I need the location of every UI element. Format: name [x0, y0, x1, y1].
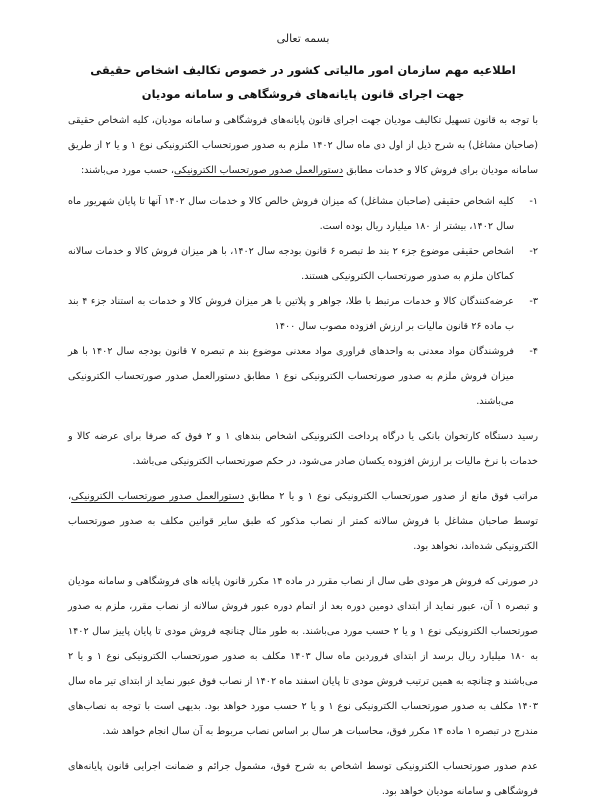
- list-item-number: ۴-: [529, 346, 538, 357]
- obstacle-text-end: ، توسط صاحبان مشاغل با فروش سالانه کمتر از نصاب مذکور که طبق سایر قوانین مکلف به صدور صورتحساب الکترونیکی شده‌اند، نخواهد بود.: [68, 491, 538, 552]
- list-item-number: ۱-: [529, 196, 538, 207]
- list-item-text: فروشندگان مواد معدنی به واحدهای فراوری مواد معدنی موضوع بند م تبصره ۷ قانون بودجه سال ۱۴۰۲ با هر میزان فروش ملزم به صدور صورتحساب الکترونیکی نوع ۱ مطابق دستورالعمل صدور صورتحساب الکترونیکی می‌باشند.: [68, 346, 514, 407]
- title-line-1: اطلاعیه مهم سازمان امور مالیاتی کشور در خصوص تکالیف اشخاص حقیقی: [90, 63, 516, 77]
- list-item-number: ۳-: [529, 296, 538, 307]
- threshold-paragraph: در صورتی که فروش هر مودی طی سال از نصاب مقرر در ماده ۱۴ مکرر قانون پایانه های فروشگاهی و سامانه مودیان و تبصره ۱ آن، عبور نماید از ابتدای دومین دوره بعد از اتمام دوره عبور فروش سالانه از نصاب مقرر، ملزم به صدور صورتحساب الکترونیکی نوع ۱ و یا ۲ حسب مورد می‌باشند. به طور مثال چنانچه فروش مودی تا پایان پاییز سال ۱۴۰۲ به ۱۸۰ میلیارد ریال برسد از ابتدای فروردین ماه سال ۱۴۰۳ مکلف به صدور صورتحساب الکترونیکی نوع ۱ و یا ۲ می‌باشند و چنانچه به همین ترتیب فروش مودی تا پایان اسفند ماه ۱۴۰۲ از نصاب فوق عبور نماید از ابتدای تیر ماه سال ۱۴۰۳ مکلف به صدور صورتحساب الکترونیکی نوع ۱ و یا ۲ حسب مورد خواهد بود. بدیهی است با توجه به نصاب‌های مندرج در تبصره ۱ ماده ۱۴ مکرر فوق، محاسبات هر سال بر اساس نصاب مربوط به آن سال انجام خواهد شد.: [68, 576, 539, 737]
- basmala-heading: بسمه تعالی: [276, 32, 330, 45]
- penalty-paragraph: عدم صدور صورتحساب الکترونیکی توسط اشخاص به شرح فوق، مشمول جرائم و ضمانت اجرایی قانون پایانه‌های فروشگاهی و سامانه مودیان خواهد بود.: [68, 761, 538, 797]
- title-line-2: جهت اجرای قانون پایانه‌های فروشگاهی و سامانه مودیان: [141, 87, 465, 101]
- pos-receipt-paragraph: رسید دستگاه کارتخوان بانکی یا درگاه پرداخت الکترونیکی اشخاص بندهای ۱ و ۲ فوق که صرفا برای عرضه کالا و خدمات با نرخ مالیات بر ارزش افزوده یکسان صادر می‌شود، در حکم صورتحساب الکترونیکی می‌باشد.: [68, 431, 538, 467]
- intro-paragraph: [68, 108, 538, 183]
- list-item-number: ۲-: [529, 246, 538, 257]
- guideline-reference-link: دستورالعمل صدور صورتحساب الکترونیکی: [71, 491, 244, 502]
- list-item: [68, 189, 538, 239]
- obstacle-paragraph: [68, 484, 538, 559]
- list-item: [68, 239, 538, 289]
- obligated-persons-list: [68, 189, 538, 414]
- intro-text-end: ، حسب مورد می‌باشند:: [80, 165, 175, 176]
- document-title: [68, 58, 538, 106]
- guideline-reference-link: دستورالعمل صدور صورتحساب الکترونیکی: [174, 165, 344, 176]
- list-item: [68, 289, 538, 339]
- list-item-text: عرضه‌کنندگان کالا و خدمات مرتبط با طلا، جواهر و پلاتین با هر میزان فروش کالا و خدمات به استناد جزء ۴ بند ب ماده ۲۶ قانون مالیات بر ارزش افزوده مصوب سال ۱۴۰۰: [68, 296, 514, 332]
- list-item-text: اشخاص حقیقی موضوع جزء ۲ بند ط تبصره ۶ قانون بودجه سال ۱۴۰۲، با هر میزان فروش کالا و خدمات سالانه کماکان ملزم به صدور صورتحساب الکترونیکی هستند.: [68, 246, 514, 282]
- obstacle-text-start: مراتب فوق مانع از صدور صورتحساب الکترونیکی نوع ۱ و یا ۲ مطابق: [244, 491, 539, 502]
- intro-text-start: با توجه به قانون تسهیل تکالیف مودیان جهت اجرای قانون پایانه‌های فروشگاهی و سامانه مودیان، کلیه اشخاص حقیقی (صاحبان مشاغل) به شرح ذیل از اول دی ماه سال ۱۴۰۲ ملزم به صدور صورتحساب الکترونیکی نوع ۱ و یا ۲ از طریق سامانه مودیان برای فروش کالا و خدمات مطابق: [68, 115, 538, 176]
- list-item: [68, 339, 538, 414]
- list-item-text: کلیه اشخاص حقیقی (صاحبان مشاغل) که میزان فروش خالص کالا و خدمات سال ۱۴۰۲ آنها تا پایان شهریور ماه سال ۱۴۰۲، بیشتر از ۱۸۰ میلیارد ریال بوده است.: [68, 196, 515, 232]
